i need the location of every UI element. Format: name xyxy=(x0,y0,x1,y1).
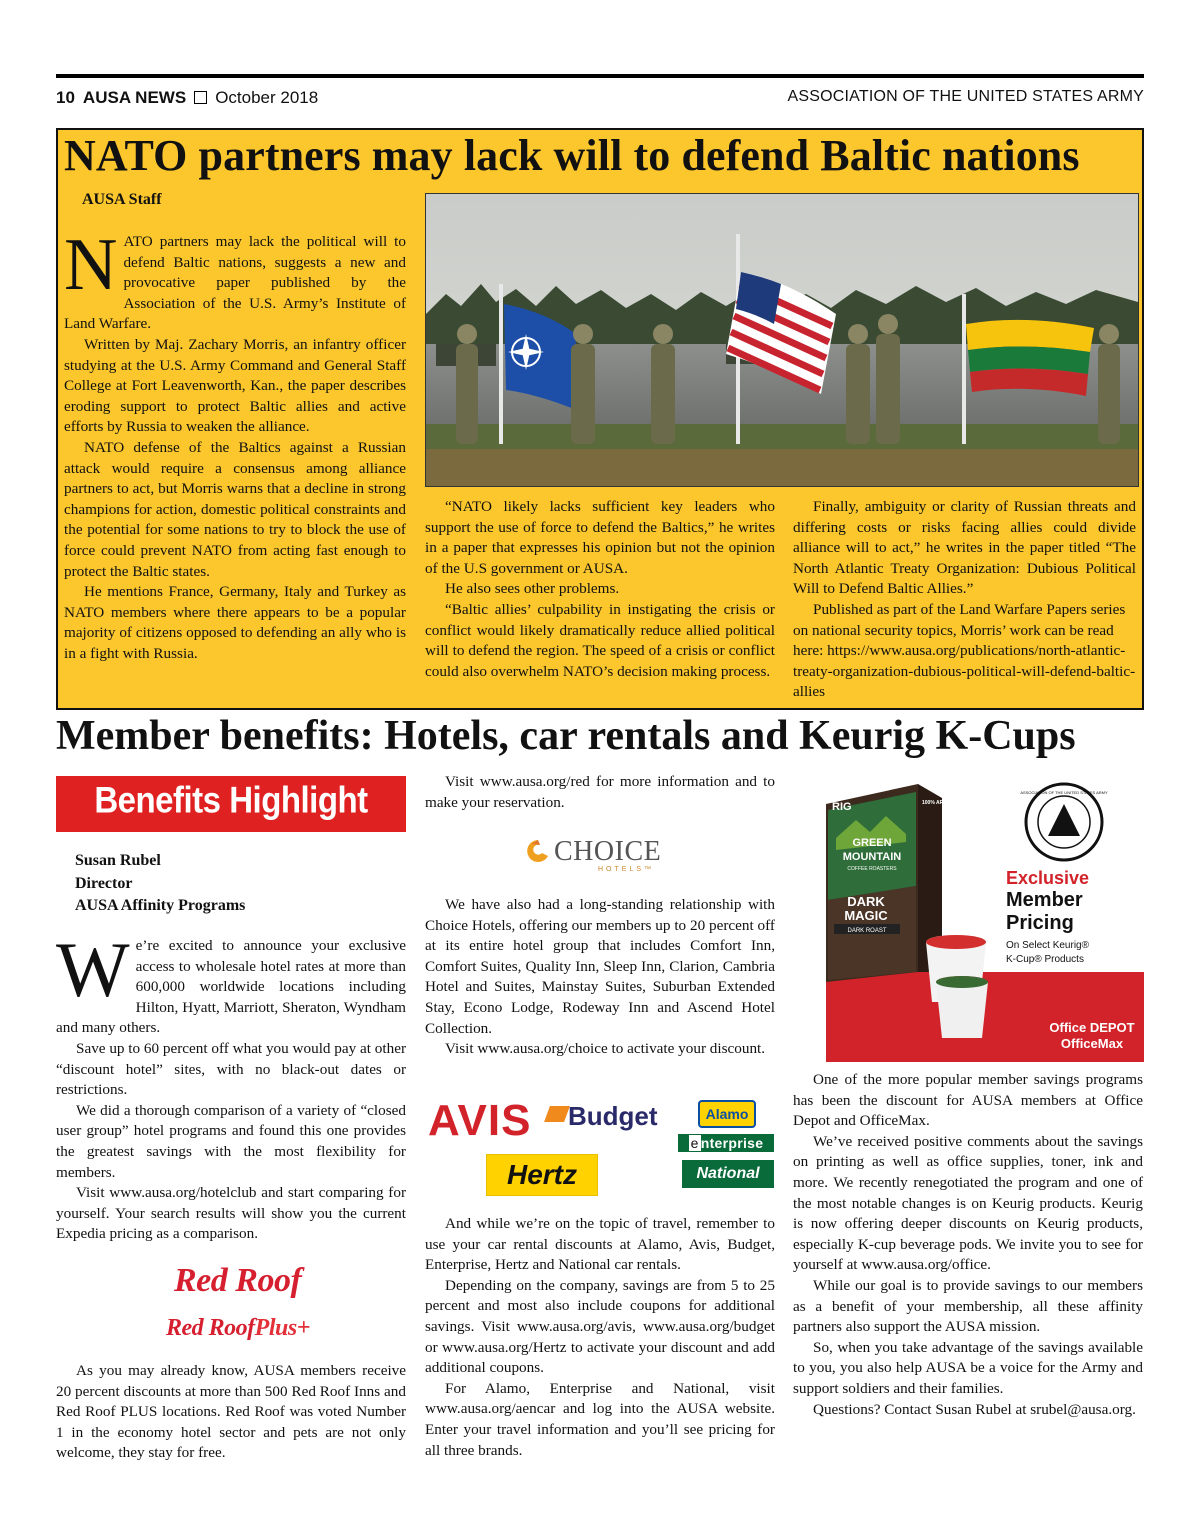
dark-magic-label-1: DARK xyxy=(847,894,885,909)
red-roof-plus-logo xyxy=(166,1315,310,1342)
red-roof-plus-word: Red Roof xyxy=(166,1315,255,1341)
benefits-paragraph-10: Depending on the company, savings are from 5 to 25 percent and most also include coupons for additional savings. Visit www.ausa.org/avis, www.ausa.org/budget or www.ausa.org/Hertz to activate your discount and add additional coupons. xyxy=(425,1276,775,1377)
exclusive-label: Exclusive xyxy=(1006,868,1090,888)
author-name: Susan Rubel xyxy=(75,852,161,869)
benefits-paragraph-3: We did a thorough comparison of a variety of “closed user group” hotel programs and found this one provides the greatest savings with the most flexibility for members. xyxy=(56,1101,406,1181)
publication-name: AUSA NEWS xyxy=(82,88,187,107)
nato-paragraph-9: Published as part of the Land Warfare Papers series on national security topics, Morris’ work can be read here: https://www.ausa.org/publications/north-atlantic-treaty-organization-dubious-political-will-defend-baltic-allies xyxy=(793,600,1136,701)
author-department: AUSA Affinity Programs xyxy=(75,897,246,914)
benefits-paragraph-15: So, when you take advantage of the savings available to you, you also help AUSA be a voice for the Army and support soldiers and their families. xyxy=(793,1338,1143,1397)
nato-paragraph-5: “NATO likely lacks sufficient key leaders who support the use of force to defend the Baltics,” he writes in a paper that expresses his opinion but not the opinion of the U.S government or AUSA. xyxy=(425,498,775,577)
drop-cap: N xyxy=(64,224,118,306)
nato-paragraph-3: NATO defense of the Baltics against a Russian attack would require a consensus among alliance partners to act, but Morris warns that a decline in strong champions for action, domestic political constraints and the potential for some nations to try to block the use of force could prevent NATO from acting fast enough to protect the Baltic states. xyxy=(64,438,406,580)
benefits-paragraph-2: Save up to 60 percent off what you would pay at other “discount hotel” sites, with no black-out dates or restrictions. xyxy=(56,1039,406,1099)
hertz-logo: Hertz xyxy=(486,1154,598,1196)
benefits-paragraph-16: Questions? Contact Susan Rubel at srubel@ausa.org. xyxy=(813,1400,1136,1418)
author-title: Director xyxy=(75,874,133,892)
nato-paragraph-2: Written by Maj. Zachary Morris, an infantry officer studying at the U.S. Army Command and General Staff College at Fort Leavenworth, Kan., the paper describes eroding support to protect Baltic allies and active efforts by Russia to weaken the alliance. xyxy=(64,335,406,436)
header-rule xyxy=(56,74,1144,78)
choice-hotels-logo: CHOICE xyxy=(554,836,662,867)
benefits-highlight-label: Benefits Highlight xyxy=(94,778,368,821)
keurig-line-2: K-Cup® Products xyxy=(1006,954,1084,965)
keurig-line-1: On Select Keurig® xyxy=(1006,940,1089,951)
benefits-paragraph-13: We’ve received positive comments about the savings on printing as well as office supplies, toner, ink and more. We recently renegotiated the program and one of the most notable changes is on Keurig products. Keurig is now offering deeper discounts on Keurig products, especially K-cup beverage pods. We invite you to see for yourself at www.ausa.org/office. xyxy=(793,1132,1143,1274)
choice-hotels-icon xyxy=(526,838,550,864)
pricing-label: Pricing xyxy=(1006,912,1074,934)
issue-date: October 2018 xyxy=(215,88,319,107)
benefits-headline: Member benefits: Hotels, car rentals and Keurig K-Cups xyxy=(56,713,1076,759)
benefits-paragraph-8: Visit www.ausa.org/choice to activate your discount. xyxy=(445,1040,766,1058)
benefits-column-2-top xyxy=(425,772,775,813)
benefits-paragraph-6: Visit www.ausa.org/red for more information and to make your reservation. xyxy=(425,773,775,811)
benefits-paragraph-5: As you may already know, AUSA members receive 20 percent discounts at more than 500 Red Roof Inns and Red Roof PLUS locations. Red Roof was voted Number 1 in the economy hotel sector and pets are not only welcome, they stay for free. xyxy=(56,1362,406,1462)
page-header-left xyxy=(56,88,318,108)
benefits-paragraph-1: e’re excited to announce your exclusive access to wholesale hotel rates at more than 600,000 worldwide locations including Hilton, Hyatt, Marriott, Sheraton, Wyndham and many others. xyxy=(56,937,406,1037)
member-label: Member xyxy=(1006,889,1083,911)
organization-name: ASSOCIATION OF THE UNITED STATES ARMY xyxy=(787,88,1144,105)
benefits-paragraph-14: While our goal is to provide savings to our members as a benefit of your membership, all these affinity partners also support the AUSA mission. xyxy=(793,1276,1143,1336)
office-depot-label: Office DEPOT xyxy=(1049,1020,1135,1035)
choice-hotels-subtitle: HOTELS™ xyxy=(598,866,655,873)
roaster-label: COFFEE ROASTERS xyxy=(847,866,897,872)
seal-text: ASSOCIATION OF THE UNITED STATES ARMY xyxy=(1020,790,1108,795)
budget-icon xyxy=(544,1106,570,1122)
nato-byline: AUSA Staff xyxy=(82,191,162,208)
nato-paragraph-8: Finally, ambiguity or clarity of Russian threats and differing costs or risks facing allies could divide alliance will to act,” he writes in the paper titled “The North Atlantic Treaty Organization: Dubious Political Will to Defend Baltic Allies.” xyxy=(793,498,1136,598)
page-number: 10 xyxy=(56,88,75,107)
nato-paragraph-1: ATO partners may lack the political will to defend Baltic nations, suggests a new and provocative paper published by the Association of the U.S. Army’s Institute of Land Warfare. xyxy=(64,233,406,333)
author-signature xyxy=(75,850,245,918)
nato-paragraph-7: “Baltic allies’ culpability in instigating the crisis or conflict would likely dramatically reduce allied political will to defend the region. The speed of a crisis or conflict could also overwhelm NATO’s decision making process. xyxy=(425,600,775,680)
nato-column-3 xyxy=(793,497,1136,703)
red-roof-logo: Red Roof xyxy=(174,1262,302,1299)
benefits-paragraph-4: Visit www.ausa.org/hotelclub and start comparing for yourself. Your search results will show you the current Expedia pricing as a comparison. xyxy=(56,1184,406,1243)
alamo-logo: Alamo xyxy=(698,1100,756,1128)
arabica-label: 100% ARABICA COFFEE xyxy=(922,800,981,806)
flag-ceremony-photo xyxy=(425,193,1139,487)
box-edge-text: RIG xyxy=(832,801,852,813)
drop-cap: W xyxy=(56,926,130,1013)
nato-paragraph-4: He mentions France, Germany, Italy and Turkey as NATO members where there appears to be a popular majority of citizens opposed to defending an ally who is in a fight with Russia. xyxy=(64,583,406,662)
nato-column-1 xyxy=(64,224,406,664)
green-mountain-label-1: GREEN xyxy=(852,837,892,849)
benefits-column-2-bottom xyxy=(425,1214,775,1461)
office-depot-keurig-ad xyxy=(826,776,1144,1062)
enterprise-logo xyxy=(678,1134,774,1152)
enterprise-initial: e xyxy=(690,1135,699,1151)
nato-headline: NATO partners may lack will to defend Baltic nations xyxy=(64,131,1080,180)
benefits-column-1 xyxy=(56,926,406,1245)
benefits-column-3 xyxy=(793,1070,1143,1420)
benefits-paragraph-12: One of the more popular member savings programs has been the discount for AUSA members at Office Depot and OfficeMax. xyxy=(793,1071,1143,1130)
nato-paragraph-6: He also sees other problems. xyxy=(445,580,620,598)
officemax-label: OfficeMax xyxy=(1060,1036,1124,1051)
plus-word: Plus+ xyxy=(254,1315,310,1341)
benefits-column-1-bottom xyxy=(56,1361,406,1464)
dark-magic-label-2: MAGIC xyxy=(844,908,888,923)
benefits-paragraph-7: We have also had a long-standing relationship with Choice Hotels, offering our members up to 20 percent off at its entire hotel group that includes Comfort Inn, Comfort Suites, Quality Inn, Sleep Inn, Clarion, Cambria Hotel and Suites, Mainstay Suites, Suburban Extended Stay, Econo Lodge, Rodeway Inn and Ascend Hotel Collection. xyxy=(425,896,775,1037)
benefits-paragraph-9: And while we’re on the topic of travel, remember to use your car rental discounts at Alamo, Avis, Budget, Enterprise, Hertz and National car rentals. xyxy=(425,1215,775,1274)
budget-logo: Budget xyxy=(568,1101,658,1131)
avis-logo: AVIS xyxy=(428,1096,532,1145)
roast-label: DARK ROAST xyxy=(847,928,887,934)
nato-column-2 xyxy=(425,497,775,682)
enterprise-word: nterprise xyxy=(700,1135,764,1151)
checkbox-icon xyxy=(194,91,207,104)
green-mountain-label-2: MOUNTAIN xyxy=(842,851,902,863)
national-logo: National xyxy=(682,1160,774,1188)
benefits-paragraph-11: For Alamo, Enterprise and National, visit www.ausa.org/aencar and log into the AUSA website. Enter your travel information and you’ll see pricing for all three brands. xyxy=(425,1379,775,1459)
benefits-column-2-middle xyxy=(425,895,775,1060)
